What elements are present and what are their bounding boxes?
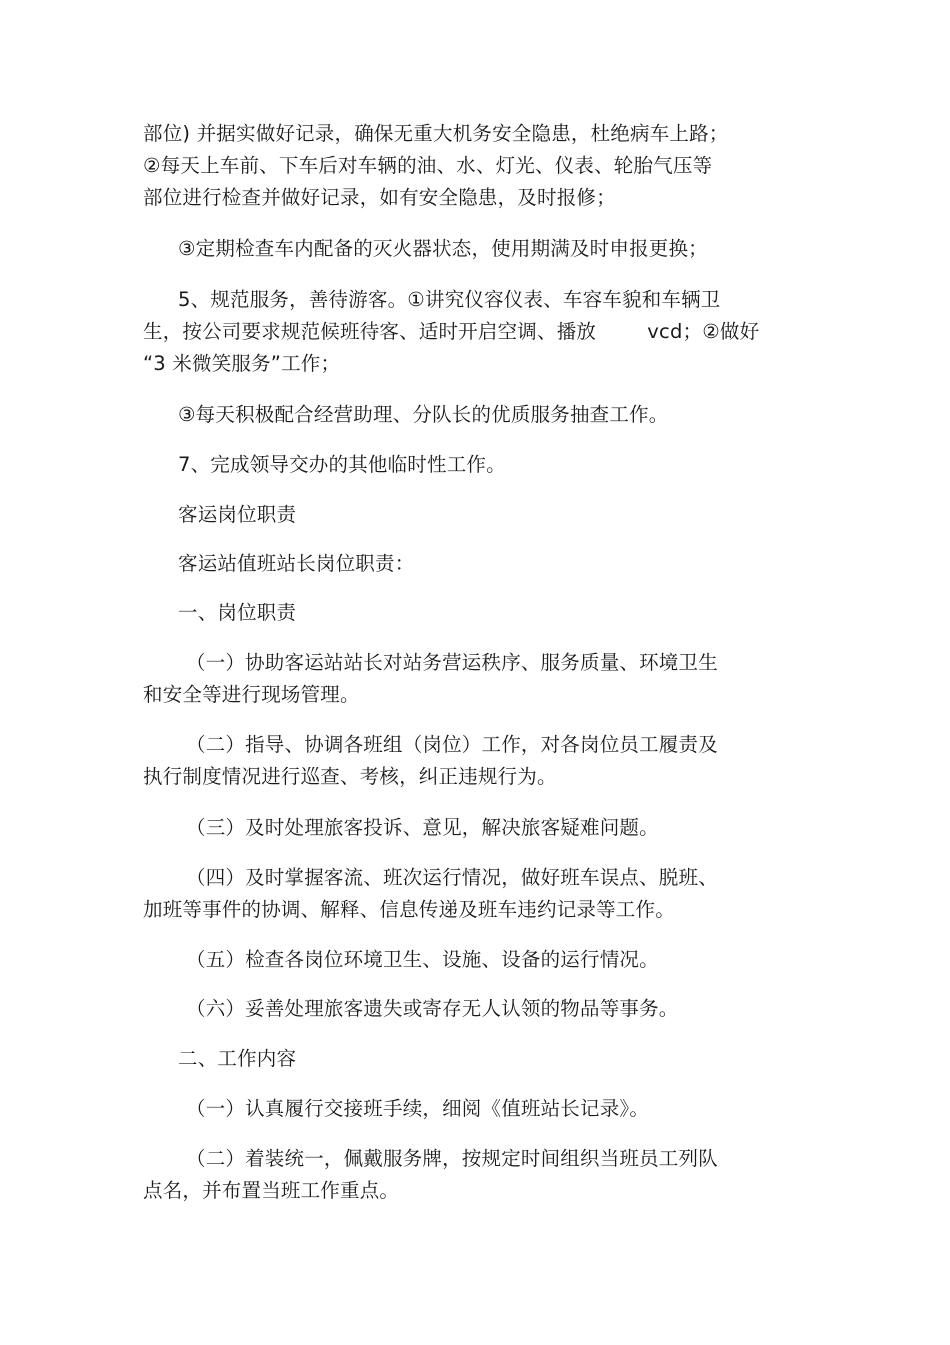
text-line: （四）及时掌握客流、班次运行情况，做好班车误点、脱班、 bbox=[186, 866, 718, 889]
text-line: ②每天上车前、下车后对车辆的油、水、灯光、仪表、轮胎气压等 bbox=[143, 154, 713, 177]
section-heading: 客运岗位职责 bbox=[178, 503, 297, 526]
text-line: （三）及时处理旅客投诉、意见，解决旅客疑难问题。 bbox=[186, 816, 659, 839]
text-line: 部位进行检查并做好记录，如有安全隐患，及时报修； bbox=[143, 186, 616, 209]
section-heading: 客运站值班站长岗位职责： bbox=[178, 552, 415, 575]
text-line: ③每天积极配合经营助理、分队长的优质服务抽查工作。 bbox=[178, 403, 669, 426]
text-line: 加班等事件的协调、解释、信息传递及班车违约记录等工作。 bbox=[143, 898, 675, 921]
text-line: 和安全等进行现场管理。 bbox=[143, 683, 360, 706]
text-line: （一）认真履行交接班手续，细阅《值班站长记录》。 bbox=[186, 1097, 650, 1120]
text-line: 执行制度情况进行巡查、考核，纠正违规行为。 bbox=[143, 765, 557, 788]
section-heading: 二、工作内容 bbox=[178, 1047, 297, 1070]
text-line: 5、规范服务，善待游客。①讲究仪容仪表、车容车貌和车辆卫 bbox=[178, 288, 721, 311]
text-line: （二）指导、协调各班组（岗位）工作，对各岗位员工履责及 bbox=[186, 733, 718, 756]
text-line: 点名，并布置当班工作重点。 bbox=[143, 1179, 400, 1202]
text-line: 生，按公司要求规范候班待客、适时开启空调、播放 vcd；②做好 bbox=[143, 320, 760, 343]
text-line: （二）着装统一，佩戴服务牌，按规定时间组织当班员工列队 bbox=[186, 1147, 718, 1170]
text-line: （五）检查各岗位环境卫生、设施、设备的运行情况。 bbox=[186, 948, 659, 971]
text-line: （一）协助客运站站长对站务营运秩序、服务质量、环境卫生 bbox=[186, 651, 718, 674]
text-line: ③定期检查车内配备的灭火器状态，使用期满及时申报更换； bbox=[178, 237, 708, 260]
text-line: （六）妥善处理旅客遗失或寄存无人认领的物品等事务。 bbox=[186, 997, 679, 1020]
text-line: 7、完成领导交办的其他临时性工作。 bbox=[178, 453, 506, 476]
text-line: 部位) 并据实做好记录，确保无重大机务安全隐患，杜绝病车上路； bbox=[143, 122, 729, 145]
section-heading: 一、岗位职责 bbox=[178, 601, 297, 624]
text-line: “3 米微笑服务”工作； bbox=[143, 352, 341, 375]
